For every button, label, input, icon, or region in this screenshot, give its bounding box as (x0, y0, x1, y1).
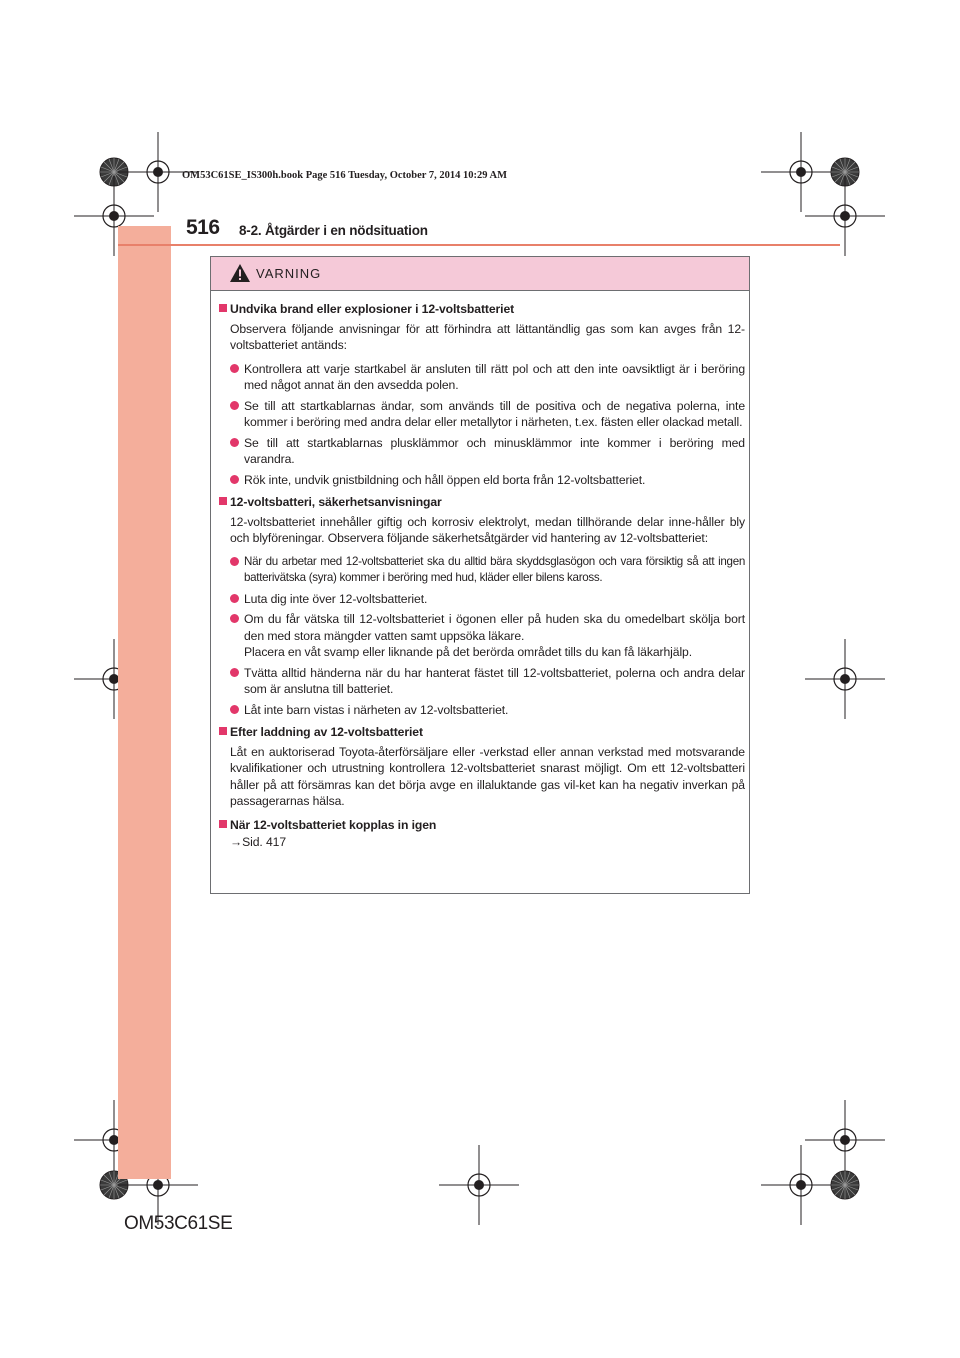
list-item: När du arbetar med 12-voltsbatteriet ska du alltid bära skyddsglasögon och vara försiktig så att ingen batterivätska (syra) kommer i beröring med hud, kläder eller bilens kaross. (219, 554, 745, 587)
bullet-dot-icon (230, 557, 239, 566)
square-bullet-icon (219, 497, 227, 505)
list-item: Se till att startkablarnas ändar, som används till de positiva och de negativa polerna, inte kommer i beröring med andra delar eller metallytor i närheten, t.ex. fästen eller olackad metall. (219, 398, 745, 431)
section-intro: 12-voltsbatteriet innehåller giftig och korrosiv elektrolyt, medan tillhörande delar inne-håller bly och blyföreningar. Observera följande säkerhetsåtgärder vid hantering av 12-voltsbatteriet: (230, 514, 745, 545)
section-heading: Undvika brand eller explosioner i 12-voltsbatteriet (219, 301, 745, 318)
bullet-dot-icon (230, 475, 239, 484)
warning-box (210, 256, 750, 894)
list-item: Låt inte barn vistas i närheten av 12-voltsbatteriet. (219, 702, 745, 719)
bullet-dot-icon (230, 364, 239, 373)
bullet-dot-icon (230, 668, 239, 677)
warning-title: VARNING (256, 266, 322, 281)
list-item: Se till att startkablarnas plusklämmor och minusklämmor inte kommer i beröring med varandra. (219, 435, 745, 468)
page-number: 516 (186, 216, 220, 239)
print-info: OM53C61SE_IS300h.book Page 516 Tuesday, October 7, 2014 10:29 AM (182, 170, 508, 181)
reg-mark-bottom-right (761, 1100, 885, 1225)
section-intro: Observera följande anvisningar för att förhindra att lättantändlig gas som kan avges från 12-voltsbatteriet antänds: (230, 321, 745, 352)
reg-mark-bottom-center (439, 1145, 519, 1225)
section-heading: När 12-voltsbatteriet kopplas in igen (219, 817, 745, 834)
header-rule (118, 244, 840, 246)
section-intro: Låt en auktoriserad Toyota-återförsäljare eller -verkstad eller annan verkstad med motsvarande kvalifikationer och utrustning kontrollera 12-voltsbatteriet snarast möjligt. Om ett 12-voltsbatteri håller på att försämras kan det börja avge en illaluktande gas vil-ket kan ha negativ inverkan på passagerarnas hälsa. (230, 744, 745, 808)
bullet-dot-icon (230, 705, 239, 714)
bullet-dot-icon (230, 594, 239, 603)
section-heading: 12-voltsbatteri, säkerhetsanvisningar (219, 494, 745, 511)
warning-header (211, 257, 749, 291)
warning-section-fire (219, 301, 745, 488)
list-item: Om du får vätska till 12-voltsbatteriet i ögonen eller på huden ska du omedelbart skölja bort den med stora mängder vatten samt uppsöka läkare. (219, 611, 745, 644)
square-bullet-icon (219, 727, 227, 735)
footer-manual-code: OM53C61SE (124, 1213, 233, 1234)
square-bullet-icon (219, 304, 227, 312)
square-bullet-icon (219, 820, 227, 828)
warning-section-reconnect (219, 817, 745, 851)
warning-section-after-charging (219, 724, 745, 810)
section-title: 8-2. Åtgärder i en nödsituation (239, 223, 428, 238)
chapter-side-strip (118, 226, 171, 1179)
list-item: Rök inte, undvik gnistbildning och håll öppen eld borta från 12-voltsbatteriet. (219, 472, 745, 489)
bullet-dot-icon (230, 401, 239, 410)
warning-triangle-icon (229, 263, 251, 283)
reg-mark-top-right (761, 132, 885, 256)
list-item-continuation: Placera en våt svamp eller liknande på det berörda området tills du kan få läkarhjälp. (244, 645, 693, 659)
warning-body (219, 301, 745, 851)
list-item: Tvätta alltid händerna när du har hanterat fästet till 12-voltsbatteriet, polerna och andra delar som är anslutna till batteriet. (219, 665, 745, 698)
reg-mark-mid-right (805, 639, 885, 719)
page-reference-link[interactable]: →Sid. 417 (230, 835, 287, 849)
list-item: Luta dig inte över 12-voltsbatteriet. (219, 591, 745, 608)
section-heading: Efter laddning av 12-voltsbatteriet (219, 724, 745, 741)
list-item: Kontrollera att varje startkabel är ansluten till rätt pol och att den inte oavsiktligt är i beröring med något annat än den avsedda polen. (219, 361, 745, 394)
warning-section-safety (219, 494, 745, 718)
bullet-dot-icon (230, 438, 239, 447)
bullet-dot-icon (230, 614, 239, 623)
